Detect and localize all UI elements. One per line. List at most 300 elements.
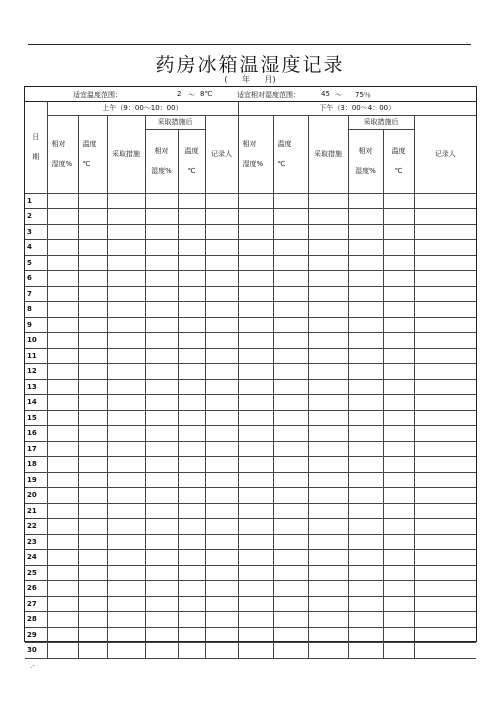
record-cell[interactable] xyxy=(414,317,476,333)
record-cell[interactable] xyxy=(47,364,78,380)
record-cell[interactable] xyxy=(145,472,178,488)
record-cell[interactable] xyxy=(383,581,414,597)
record-cell[interactable] xyxy=(383,255,414,271)
record-cell[interactable] xyxy=(47,457,78,473)
record-cell[interactable] xyxy=(47,472,78,488)
record-cell[interactable] xyxy=(414,255,476,271)
record-cell[interactable] xyxy=(47,627,78,643)
record-cell[interactable] xyxy=(273,255,308,271)
record-cell[interactable] xyxy=(178,255,205,271)
record-cell[interactable] xyxy=(308,379,348,395)
record-cell[interactable] xyxy=(78,581,107,597)
record-cell[interactable] xyxy=(348,193,383,209)
record-cell[interactable] xyxy=(238,581,273,597)
record-cell[interactable] xyxy=(178,317,205,333)
record-cell[interactable] xyxy=(205,224,238,240)
record-cell[interactable] xyxy=(47,441,78,457)
record-cell[interactable] xyxy=(238,627,273,643)
record-cell[interactable] xyxy=(383,488,414,504)
record-cell[interactable] xyxy=(383,364,414,380)
record-cell[interactable] xyxy=(348,441,383,457)
record-cell[interactable] xyxy=(145,550,178,566)
record-cell[interactable] xyxy=(414,550,476,566)
record-cell[interactable] xyxy=(205,441,238,457)
record-cell[interactable] xyxy=(205,627,238,643)
record-cell[interactable] xyxy=(145,395,178,411)
record-cell[interactable] xyxy=(383,333,414,349)
record-cell[interactable] xyxy=(348,286,383,302)
record-cell[interactable] xyxy=(145,364,178,380)
record-cell[interactable] xyxy=(348,426,383,442)
record-cell[interactable] xyxy=(47,519,78,535)
record-cell[interactable] xyxy=(273,410,308,426)
record-cell[interactable] xyxy=(145,503,178,519)
record-cell[interactable] xyxy=(414,612,476,628)
record-cell[interactable] xyxy=(273,581,308,597)
record-cell[interactable] xyxy=(238,240,273,256)
record-cell[interactable] xyxy=(107,255,145,271)
record-cell[interactable] xyxy=(383,271,414,287)
record-cell[interactable] xyxy=(308,550,348,566)
record-cell[interactable] xyxy=(308,255,348,271)
record-cell[interactable] xyxy=(107,612,145,628)
record-cell[interactable] xyxy=(348,534,383,550)
record-cell[interactable] xyxy=(78,596,107,612)
record-cell[interactable] xyxy=(414,271,476,287)
record-cell[interactable] xyxy=(383,224,414,240)
record-cell[interactable] xyxy=(348,395,383,411)
record-cell[interactable] xyxy=(273,240,308,256)
record-cell[interactable] xyxy=(107,271,145,287)
record-cell[interactable] xyxy=(47,643,78,659)
record-cell[interactable] xyxy=(383,395,414,411)
record-cell[interactable] xyxy=(145,643,178,659)
record-cell[interactable] xyxy=(107,534,145,550)
record-cell[interactable] xyxy=(273,209,308,225)
record-cell[interactable] xyxy=(414,193,476,209)
record-cell[interactable] xyxy=(145,612,178,628)
record-cell[interactable] xyxy=(273,627,308,643)
record-cell[interactable] xyxy=(308,271,348,287)
record-cell[interactable] xyxy=(238,302,273,318)
record-cell[interactable] xyxy=(238,271,273,287)
record-cell[interactable] xyxy=(383,534,414,550)
record-cell[interactable] xyxy=(78,302,107,318)
record-cell[interactable] xyxy=(348,348,383,364)
record-cell[interactable] xyxy=(308,395,348,411)
record-cell[interactable] xyxy=(178,581,205,597)
record-cell[interactable] xyxy=(414,534,476,550)
record-cell[interactable] xyxy=(107,286,145,302)
record-cell[interactable] xyxy=(47,302,78,318)
record-cell[interactable] xyxy=(107,503,145,519)
record-cell[interactable] xyxy=(178,395,205,411)
record-cell[interactable] xyxy=(78,643,107,659)
record-cell[interactable] xyxy=(273,364,308,380)
record-cell[interactable] xyxy=(383,596,414,612)
record-cell[interactable] xyxy=(238,612,273,628)
record-cell[interactable] xyxy=(308,565,348,581)
record-cell[interactable] xyxy=(47,395,78,411)
record-cell[interactable] xyxy=(107,472,145,488)
record-cell[interactable] xyxy=(107,519,145,535)
record-cell[interactable] xyxy=(414,302,476,318)
record-cell[interactable] xyxy=(348,333,383,349)
record-cell[interactable] xyxy=(145,426,178,442)
record-cell[interactable] xyxy=(78,550,107,566)
record-cell[interactable] xyxy=(78,348,107,364)
record-cell[interactable] xyxy=(273,302,308,318)
record-cell[interactable] xyxy=(348,488,383,504)
record-cell[interactable] xyxy=(383,441,414,457)
record-cell[interactable] xyxy=(107,333,145,349)
record-cell[interactable] xyxy=(348,317,383,333)
record-cell[interactable] xyxy=(107,302,145,318)
record-cell[interactable] xyxy=(205,255,238,271)
record-cell[interactable] xyxy=(238,364,273,380)
record-cell[interactable] xyxy=(178,410,205,426)
record-cell[interactable] xyxy=(107,457,145,473)
record-cell[interactable] xyxy=(238,333,273,349)
record-cell[interactable] xyxy=(205,193,238,209)
record-cell[interactable] xyxy=(178,503,205,519)
record-cell[interactable] xyxy=(348,457,383,473)
record-cell[interactable] xyxy=(238,519,273,535)
record-cell[interactable] xyxy=(348,612,383,628)
record-cell[interactable] xyxy=(47,317,78,333)
record-cell[interactable] xyxy=(238,550,273,566)
record-cell[interactable] xyxy=(238,255,273,271)
record-cell[interactable] xyxy=(78,441,107,457)
record-cell[interactable] xyxy=(383,379,414,395)
record-cell[interactable] xyxy=(273,596,308,612)
record-cell[interactable] xyxy=(414,348,476,364)
record-cell[interactable] xyxy=(205,317,238,333)
record-cell[interactable] xyxy=(273,472,308,488)
record-cell[interactable] xyxy=(238,224,273,240)
record-cell[interactable] xyxy=(107,581,145,597)
record-cell[interactable] xyxy=(78,286,107,302)
record-cell[interactable] xyxy=(273,488,308,504)
record-cell[interactable] xyxy=(178,240,205,256)
record-cell[interactable] xyxy=(178,612,205,628)
record-cell[interactable] xyxy=(414,224,476,240)
record-cell[interactable] xyxy=(414,503,476,519)
record-cell[interactable] xyxy=(383,426,414,442)
record-cell[interactable] xyxy=(414,410,476,426)
record-cell[interactable] xyxy=(348,255,383,271)
record-cell[interactable] xyxy=(383,286,414,302)
record-cell[interactable] xyxy=(145,286,178,302)
record-cell[interactable] xyxy=(47,286,78,302)
record-cell[interactable] xyxy=(273,317,308,333)
record-cell[interactable] xyxy=(205,302,238,318)
record-cell[interactable] xyxy=(308,224,348,240)
record-cell[interactable] xyxy=(47,209,78,225)
record-cell[interactable] xyxy=(145,627,178,643)
record-cell[interactable] xyxy=(107,550,145,566)
record-cell[interactable] xyxy=(78,209,107,225)
record-cell[interactable] xyxy=(383,240,414,256)
record-cell[interactable] xyxy=(348,581,383,597)
record-cell[interactable] xyxy=(78,565,107,581)
record-cell[interactable] xyxy=(238,534,273,550)
record-cell[interactable] xyxy=(238,457,273,473)
record-cell[interactable] xyxy=(107,193,145,209)
record-cell[interactable] xyxy=(273,271,308,287)
record-cell[interactable] xyxy=(145,534,178,550)
record-cell[interactable] xyxy=(205,643,238,659)
record-cell[interactable] xyxy=(205,550,238,566)
record-cell[interactable] xyxy=(308,612,348,628)
record-cell[interactable] xyxy=(238,596,273,612)
record-cell[interactable] xyxy=(205,240,238,256)
record-cell[interactable] xyxy=(273,565,308,581)
record-cell[interactable] xyxy=(308,193,348,209)
record-cell[interactable] xyxy=(78,364,107,380)
record-cell[interactable] xyxy=(78,426,107,442)
record-cell[interactable] xyxy=(414,209,476,225)
record-cell[interactable] xyxy=(238,503,273,519)
record-cell[interactable] xyxy=(238,193,273,209)
record-cell[interactable] xyxy=(178,364,205,380)
record-cell[interactable] xyxy=(383,565,414,581)
record-cell[interactable] xyxy=(145,302,178,318)
record-cell[interactable] xyxy=(145,224,178,240)
record-cell[interactable] xyxy=(308,333,348,349)
record-cell[interactable] xyxy=(238,379,273,395)
record-cell[interactable] xyxy=(273,426,308,442)
record-cell[interactable] xyxy=(238,286,273,302)
record-cell[interactable] xyxy=(107,426,145,442)
record-cell[interactable] xyxy=(238,472,273,488)
record-cell[interactable] xyxy=(107,410,145,426)
record-cell[interactable] xyxy=(308,534,348,550)
record-cell[interactable] xyxy=(107,596,145,612)
record-cell[interactable] xyxy=(205,348,238,364)
record-cell[interactable] xyxy=(414,581,476,597)
record-cell[interactable] xyxy=(414,596,476,612)
record-cell[interactable] xyxy=(414,565,476,581)
record-cell[interactable] xyxy=(348,364,383,380)
record-cell[interactable] xyxy=(383,550,414,566)
record-cell[interactable] xyxy=(383,410,414,426)
record-cell[interactable] xyxy=(414,643,476,659)
record-cell[interactable] xyxy=(383,503,414,519)
record-cell[interactable] xyxy=(145,209,178,225)
record-cell[interactable] xyxy=(308,286,348,302)
record-cell[interactable] xyxy=(273,379,308,395)
record-cell[interactable] xyxy=(205,612,238,628)
record-cell[interactable] xyxy=(145,581,178,597)
record-cell[interactable] xyxy=(178,379,205,395)
record-cell[interactable] xyxy=(414,519,476,535)
record-cell[interactable] xyxy=(273,224,308,240)
record-cell[interactable] xyxy=(414,472,476,488)
record-cell[interactable] xyxy=(308,643,348,659)
record-cell[interactable] xyxy=(47,240,78,256)
record-cell[interactable] xyxy=(238,209,273,225)
record-cell[interactable] xyxy=(78,534,107,550)
record-cell[interactable] xyxy=(205,519,238,535)
record-cell[interactable] xyxy=(178,627,205,643)
record-cell[interactable] xyxy=(383,302,414,318)
record-cell[interactable] xyxy=(145,333,178,349)
record-cell[interactable] xyxy=(348,596,383,612)
record-cell[interactable] xyxy=(205,333,238,349)
record-cell[interactable] xyxy=(107,643,145,659)
record-cell[interactable] xyxy=(238,395,273,411)
record-cell[interactable] xyxy=(178,426,205,442)
record-cell[interactable] xyxy=(414,457,476,473)
record-cell[interactable] xyxy=(178,565,205,581)
record-cell[interactable] xyxy=(178,193,205,209)
record-cell[interactable] xyxy=(348,271,383,287)
record-cell[interactable] xyxy=(205,395,238,411)
record-cell[interactable] xyxy=(145,379,178,395)
record-cell[interactable] xyxy=(238,488,273,504)
record-cell[interactable] xyxy=(238,441,273,457)
record-cell[interactable] xyxy=(205,488,238,504)
record-cell[interactable] xyxy=(107,627,145,643)
record-cell[interactable] xyxy=(273,643,308,659)
record-cell[interactable] xyxy=(273,193,308,209)
record-cell[interactable] xyxy=(107,348,145,364)
record-cell[interactable] xyxy=(107,441,145,457)
record-cell[interactable] xyxy=(107,488,145,504)
record-cell[interactable] xyxy=(308,627,348,643)
record-cell[interactable] xyxy=(348,643,383,659)
record-cell[interactable] xyxy=(47,348,78,364)
record-cell[interactable] xyxy=(308,302,348,318)
record-cell[interactable] xyxy=(145,193,178,209)
record-cell[interactable] xyxy=(414,488,476,504)
record-cell[interactable] xyxy=(47,550,78,566)
record-cell[interactable] xyxy=(273,550,308,566)
record-cell[interactable] xyxy=(107,364,145,380)
record-cell[interactable] xyxy=(145,457,178,473)
record-cell[interactable] xyxy=(145,488,178,504)
record-cell[interactable] xyxy=(383,643,414,659)
record-cell[interactable] xyxy=(414,441,476,457)
record-cell[interactable] xyxy=(273,457,308,473)
record-cell[interactable] xyxy=(308,240,348,256)
record-cell[interactable] xyxy=(273,519,308,535)
record-cell[interactable] xyxy=(47,565,78,581)
record-cell[interactable] xyxy=(78,193,107,209)
record-cell[interactable] xyxy=(414,286,476,302)
record-cell[interactable] xyxy=(348,209,383,225)
record-cell[interactable] xyxy=(78,379,107,395)
record-cell[interactable] xyxy=(178,441,205,457)
record-cell[interactable] xyxy=(383,519,414,535)
record-cell[interactable] xyxy=(205,534,238,550)
record-cell[interactable] xyxy=(47,534,78,550)
record-cell[interactable] xyxy=(178,224,205,240)
record-cell[interactable] xyxy=(78,519,107,535)
record-cell[interactable] xyxy=(47,333,78,349)
record-cell[interactable] xyxy=(178,333,205,349)
record-cell[interactable] xyxy=(107,209,145,225)
record-cell[interactable] xyxy=(238,565,273,581)
record-cell[interactable] xyxy=(205,364,238,380)
record-cell[interactable] xyxy=(205,457,238,473)
record-cell[interactable] xyxy=(273,612,308,628)
record-cell[interactable] xyxy=(348,472,383,488)
record-cell[interactable] xyxy=(178,271,205,287)
record-cell[interactable] xyxy=(145,519,178,535)
record-cell[interactable] xyxy=(308,519,348,535)
record-cell[interactable] xyxy=(383,627,414,643)
record-cell[interactable] xyxy=(145,240,178,256)
record-cell[interactable] xyxy=(178,534,205,550)
record-cell[interactable] xyxy=(273,286,308,302)
record-cell[interactable] xyxy=(145,410,178,426)
record-cell[interactable] xyxy=(145,317,178,333)
record-cell[interactable] xyxy=(107,565,145,581)
record-cell[interactable] xyxy=(238,643,273,659)
record-cell[interactable] xyxy=(47,488,78,504)
record-cell[interactable] xyxy=(348,379,383,395)
record-cell[interactable] xyxy=(178,302,205,318)
record-cell[interactable] xyxy=(47,612,78,628)
record-cell[interactable] xyxy=(47,224,78,240)
record-cell[interactable] xyxy=(308,209,348,225)
record-cell[interactable] xyxy=(145,348,178,364)
record-cell[interactable] xyxy=(47,596,78,612)
record-cell[interactable] xyxy=(178,348,205,364)
record-cell[interactable] xyxy=(47,581,78,597)
record-cell[interactable] xyxy=(414,627,476,643)
record-cell[interactable] xyxy=(308,410,348,426)
record-cell[interactable] xyxy=(383,457,414,473)
record-cell[interactable] xyxy=(178,550,205,566)
record-cell[interactable] xyxy=(178,488,205,504)
record-cell[interactable] xyxy=(205,565,238,581)
record-cell[interactable] xyxy=(47,379,78,395)
record-cell[interactable] xyxy=(107,240,145,256)
record-cell[interactable] xyxy=(78,612,107,628)
record-cell[interactable] xyxy=(178,596,205,612)
record-cell[interactable] xyxy=(178,643,205,659)
record-cell[interactable] xyxy=(348,302,383,318)
record-cell[interactable] xyxy=(308,364,348,380)
record-cell[interactable] xyxy=(414,426,476,442)
record-cell[interactable] xyxy=(414,364,476,380)
record-cell[interactable] xyxy=(273,441,308,457)
record-cell[interactable] xyxy=(47,426,78,442)
record-cell[interactable] xyxy=(205,271,238,287)
record-cell[interactable] xyxy=(205,596,238,612)
record-cell[interactable] xyxy=(205,410,238,426)
record-cell[interactable] xyxy=(205,286,238,302)
record-cell[interactable] xyxy=(78,503,107,519)
record-cell[interactable] xyxy=(145,271,178,287)
record-cell[interactable] xyxy=(178,457,205,473)
record-cell[interactable] xyxy=(348,503,383,519)
record-cell[interactable] xyxy=(78,395,107,411)
record-cell[interactable] xyxy=(178,519,205,535)
record-cell[interactable] xyxy=(178,286,205,302)
record-cell[interactable] xyxy=(308,472,348,488)
record-cell[interactable] xyxy=(107,379,145,395)
record-cell[interactable] xyxy=(308,457,348,473)
record-cell[interactable] xyxy=(273,333,308,349)
record-cell[interactable] xyxy=(383,472,414,488)
record-cell[interactable] xyxy=(78,472,107,488)
record-cell[interactable] xyxy=(308,488,348,504)
record-cell[interactable] xyxy=(78,317,107,333)
